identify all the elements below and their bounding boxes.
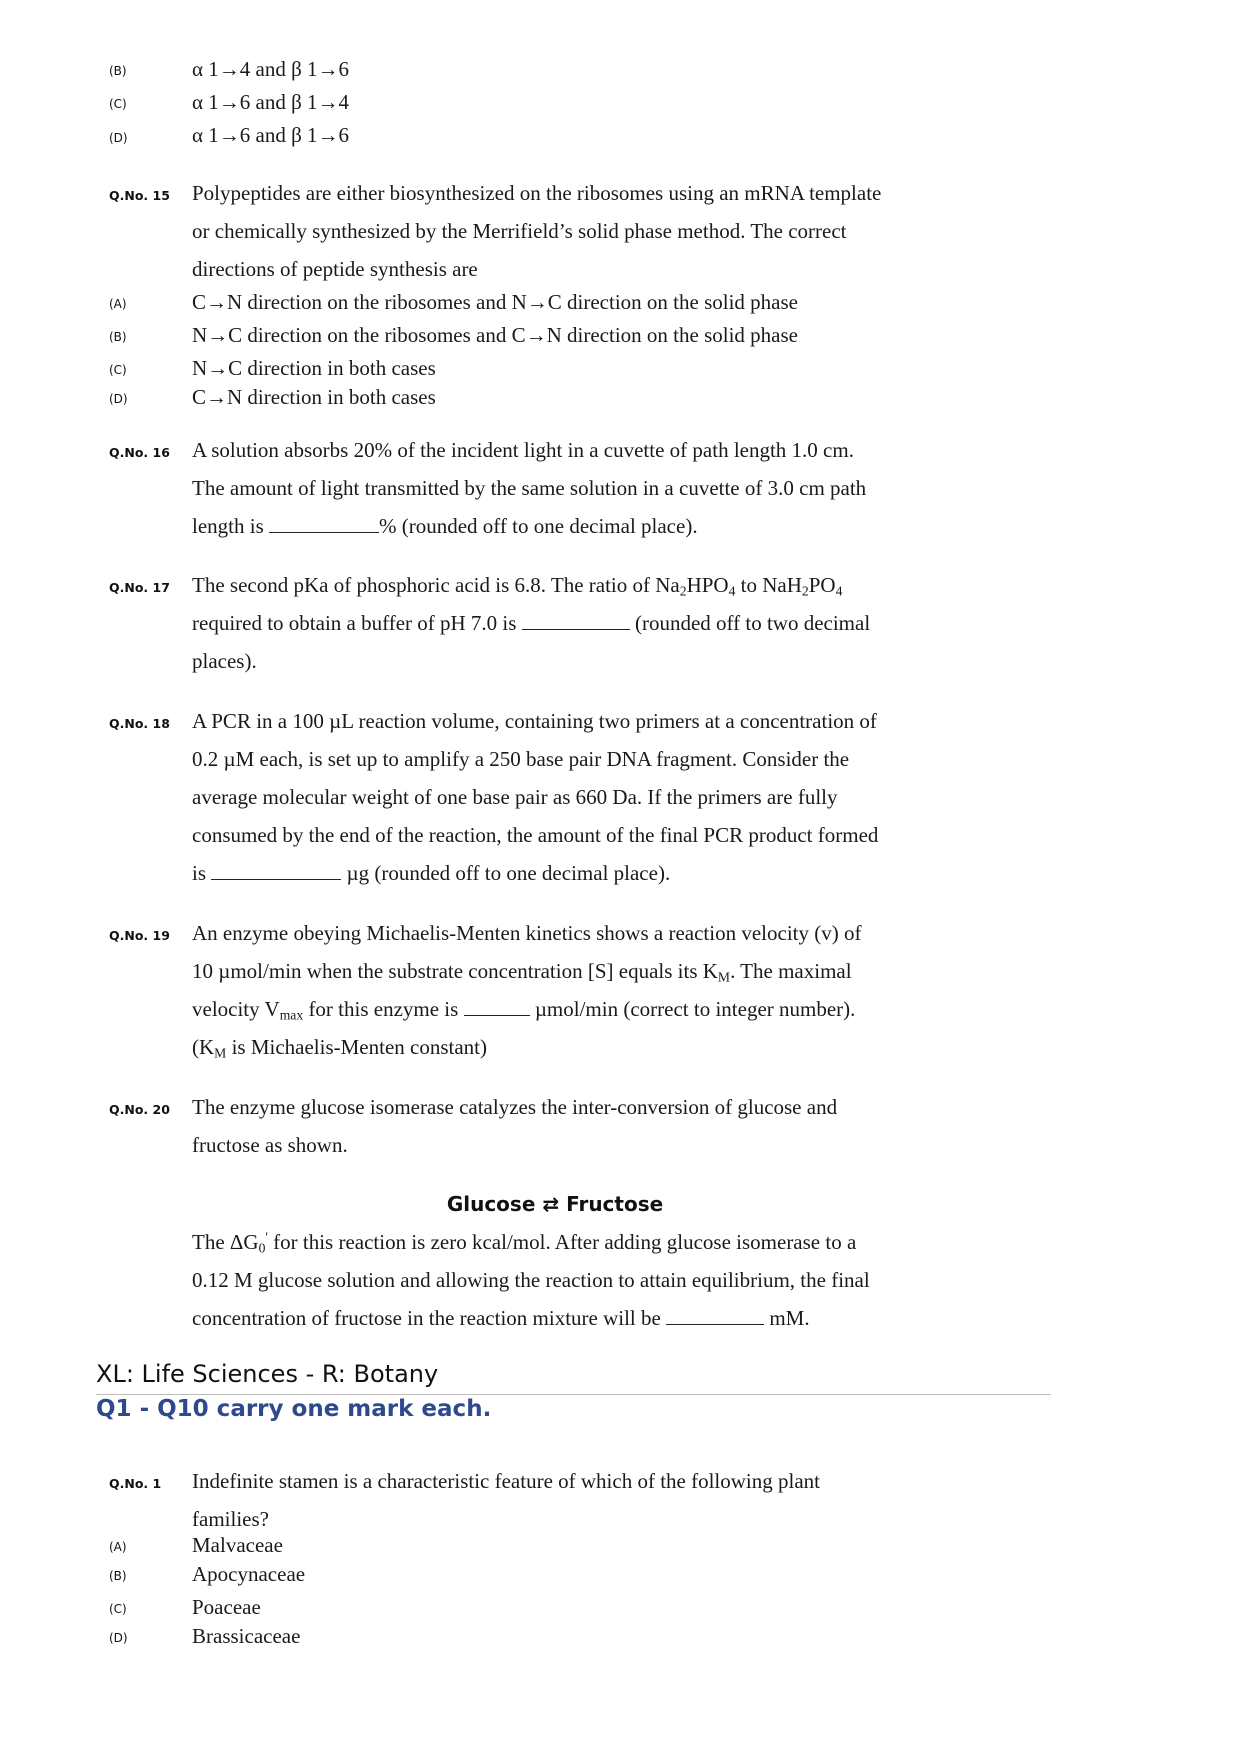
text-segment: (rounded off to two decimal	[629, 611, 871, 635]
question-number: Q.No. 20	[109, 1102, 170, 1117]
text-segment: . The maximal	[730, 959, 852, 983]
answer-blank	[464, 998, 530, 1016]
question-line: families?	[192, 1507, 269, 1531]
text-segment: required to obtain a buffer of pH 7.0 is	[192, 611, 522, 635]
section-divider	[96, 1394, 1051, 1395]
answer-blank	[211, 862, 341, 880]
option-text: C→N direction on the ribosomes and N→C direction on the solid phase	[192, 290, 798, 314]
section-subtitle: Q1 - Q10 carry one mark each.	[96, 1396, 492, 1422]
text-segment: (K	[192, 1035, 215, 1059]
subscript: 4	[728, 583, 736, 599]
question-line: 0.2 µM each, is set up to amplify a 250 base pair DNA fragment. Consider the	[192, 747, 850, 771]
option-label: (D)	[109, 131, 128, 145]
question-line: A PCR in a 100 µL reaction volume, containing two primers at a concentration of	[192, 709, 877, 733]
question-line	[192, 573, 842, 598]
question-line	[192, 611, 870, 636]
option-label: (D)	[109, 1631, 128, 1645]
question-number: Q.No. 19	[109, 928, 170, 943]
text-segment: length is	[192, 514, 269, 538]
subscript: M	[214, 1045, 227, 1061]
question-number: Q.No. 15	[109, 188, 170, 203]
question-line: consumed by the end of the reaction, the amount of the final PCR product formed	[192, 823, 879, 847]
option-label: (B)	[109, 330, 127, 344]
question-line: An enzyme obeying Michaelis-Menten kinetics shows a reaction velocity (v) of	[192, 921, 862, 945]
option-text: Brassicaceae	[192, 1624, 301, 1648]
option-text: α 1→6 and β 1→4	[192, 90, 350, 114]
text-segment: is	[192, 861, 212, 885]
text-segment: for this reaction is zero kcal/mol. After adding glucose isomerase to a	[267, 1230, 857, 1254]
option-label: (A)	[109, 297, 127, 311]
question-line: fructose as shown.	[192, 1133, 348, 1157]
answer-blank	[522, 612, 630, 630]
text-segment: to NaH	[735, 573, 802, 597]
option-text: α 1→4 and β 1→6	[192, 57, 350, 81]
question-line: average molecular weight of one base pair as 660 Da. If the primers are fully	[192, 785, 838, 809]
text-segment: % (rounded off to one decimal place).	[379, 514, 698, 538]
question-line: 0.12 M glucose solution and allowing the reaction to attain equilibrium, the final	[192, 1268, 870, 1292]
question-line: The amount of light transmitted by the same solution in a cuvette of 3.0 cm path	[192, 476, 867, 500]
question-line: Polypeptides are either biosynthesized on the ribosomes using an mRNA template	[192, 181, 882, 205]
text-segment: The second pKa of phosphoric acid is 6.8. The ratio of Na	[192, 573, 680, 597]
text-segment: HPO	[686, 573, 729, 597]
question-number: Q.No. 17	[109, 580, 170, 595]
text-segment: concentration of fructose in the reaction mixture will be	[192, 1306, 667, 1330]
superscript: '	[265, 1229, 268, 1245]
option-label: (B)	[109, 64, 127, 78]
question-line: places).	[192, 649, 257, 673]
question-line	[192, 959, 852, 984]
subscript: 4	[835, 583, 843, 599]
text-segment: µmol/min (correct to integer number).	[529, 997, 856, 1021]
option-label: (C)	[109, 97, 127, 111]
question-line: Indefinite stamen is a characteristic feature of which of the following plant	[192, 1469, 821, 1493]
text-segment: The ΔG	[192, 1230, 259, 1254]
question-line	[192, 1306, 810, 1331]
text-segment: for this enzyme is	[303, 997, 464, 1021]
option-text: Malvaceae	[192, 1533, 283, 1557]
option-text: α 1→6 and β 1→6	[192, 123, 350, 147]
option-label: (C)	[109, 363, 127, 377]
text-segment: PO	[808, 573, 836, 597]
question-line	[192, 997, 855, 1022]
text-segment: mM.	[764, 1306, 810, 1330]
question-line	[192, 1230, 856, 1255]
text-segment: velocity V	[192, 997, 280, 1021]
option-label: (C)	[109, 1602, 127, 1616]
option-text: Apocynaceae	[192, 1562, 306, 1586]
subscript: max	[279, 1007, 304, 1023]
subscript: 2	[801, 583, 809, 599]
text-segment: 10 µmol/min when the substrate concentration [S] equals its K	[192, 959, 718, 983]
question-line	[192, 861, 670, 886]
option-text: C→N direction in both cases	[192, 385, 436, 409]
question-line: or chemically synthesized by the Merrifield’s solid phase method. The correct	[192, 219, 847, 243]
question-line: directions of peptide synthesis are	[192, 257, 478, 281]
subscript: 2	[679, 583, 687, 599]
answer-blank	[269, 515, 379, 533]
question-line	[192, 1035, 487, 1060]
option-text: N→C direction in both cases	[192, 356, 436, 380]
option-label: (D)	[109, 392, 128, 406]
section-title: XL: Life Sciences - R: Botany	[96, 1360, 439, 1388]
question-line: A solution absorbs 20% of the incident light in a cuvette of path length 1.0 cm.	[192, 438, 854, 462]
option-label: (B)	[109, 1569, 127, 1583]
question-number: Q.No. 1	[109, 1476, 162, 1491]
question-line	[192, 514, 698, 539]
answer-blank	[666, 1307, 764, 1325]
option-text: N→C direction on the ribosomes and C→N direction on the solid phase	[192, 323, 798, 347]
text-segment: is Michaelis-Menten constant)	[226, 1035, 487, 1059]
reaction-equation: Glucose ⇄ Fructose	[446, 1192, 664, 1216]
option-text: Poaceae	[192, 1595, 261, 1619]
subscript: M	[717, 969, 731, 985]
question-number: Q.No. 16	[109, 445, 170, 460]
question-line: The enzyme glucose isomerase catalyzes the inter-conversion of glucose and	[192, 1095, 838, 1119]
question-number: Q.No. 18	[109, 716, 170, 731]
text-segment: µg (rounded off to one decimal place).	[341, 861, 671, 885]
option-label: (A)	[109, 1540, 127, 1554]
subscript: 0	[258, 1240, 266, 1256]
